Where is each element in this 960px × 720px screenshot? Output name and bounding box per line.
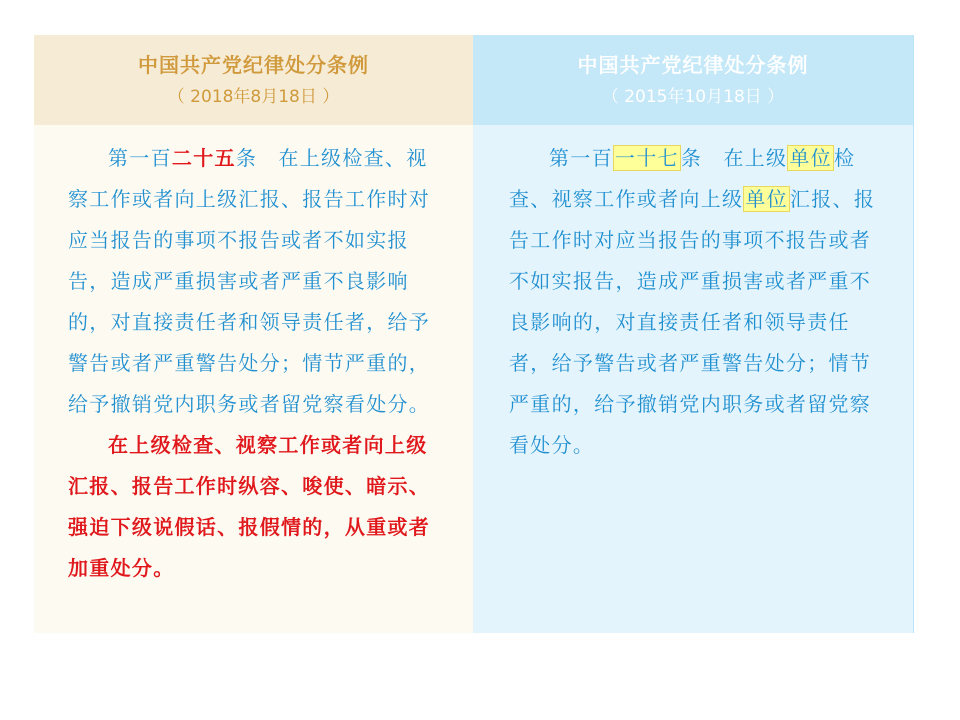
- right-article-prefix: 第一百: [549, 146, 613, 170]
- right-text-seg-2: 检查、视察工作或者向上级: [509, 146, 856, 211]
- left-title: 中国共产党纪律处分条例: [138, 53, 369, 77]
- left-header: [34, 35, 473, 125]
- right-text-seg-1: 在上级: [723, 146, 788, 170]
- right-unit-highlight-1: 单位: [789, 146, 832, 170]
- left-panel-2018: [34, 35, 473, 633]
- left-paragraph-1: [68, 138, 439, 425]
- left-body: [68, 138, 439, 589]
- right-article-suffix: 条: [680, 146, 703, 170]
- left-paragraph-2-added: 在上级检查、视察工作或者向上级汇报、报告工作时纵容、唆使、暗示、强迫下级说假话、报假情的，从重或者加重处分。: [68, 433, 431, 580]
- left-article-prefix: 第一百: [108, 146, 172, 170]
- right-paragraph-1: [509, 138, 883, 466]
- left-article-number: 二十五: [171, 146, 236, 170]
- left-date: （ 2018年8月18日 ）: [167, 87, 340, 107]
- right-text-seg-3: 汇报、报告工作时对应当报告的事项不报告或者不如实报告，造成严重损害或者严重不良影响的，对直接责任者和领导责任者，给予警告或者严重警告处分；情节严重的，给予撤销党内职务或者留党察看处分。: [509, 187, 876, 457]
- right-unit-highlight-2: 单位: [745, 187, 788, 211]
- right-header: [473, 35, 913, 125]
- right-body: [509, 138, 883, 466]
- right-date: （ 2015年10月18日 ）: [601, 87, 785, 107]
- left-article-suffix: 条: [235, 146, 258, 170]
- right-title: 中国共产党纪律处分条例: [577, 53, 809, 77]
- left-paragraph-1-text: 在上级检查、视察工作或者向上级汇报、报告工作时对应当报告的事项不报告或者不如实报告，造成严重损害或者严重不良影响的，对直接责任者和领导责任者，给予警告或者严重警告处分；情节严重的，给予撤销党内职务或者留党察看处分。: [68, 146, 431, 416]
- right-article-number-highlight: 一十七: [614, 146, 679, 170]
- right-panel-2015: [473, 35, 914, 633]
